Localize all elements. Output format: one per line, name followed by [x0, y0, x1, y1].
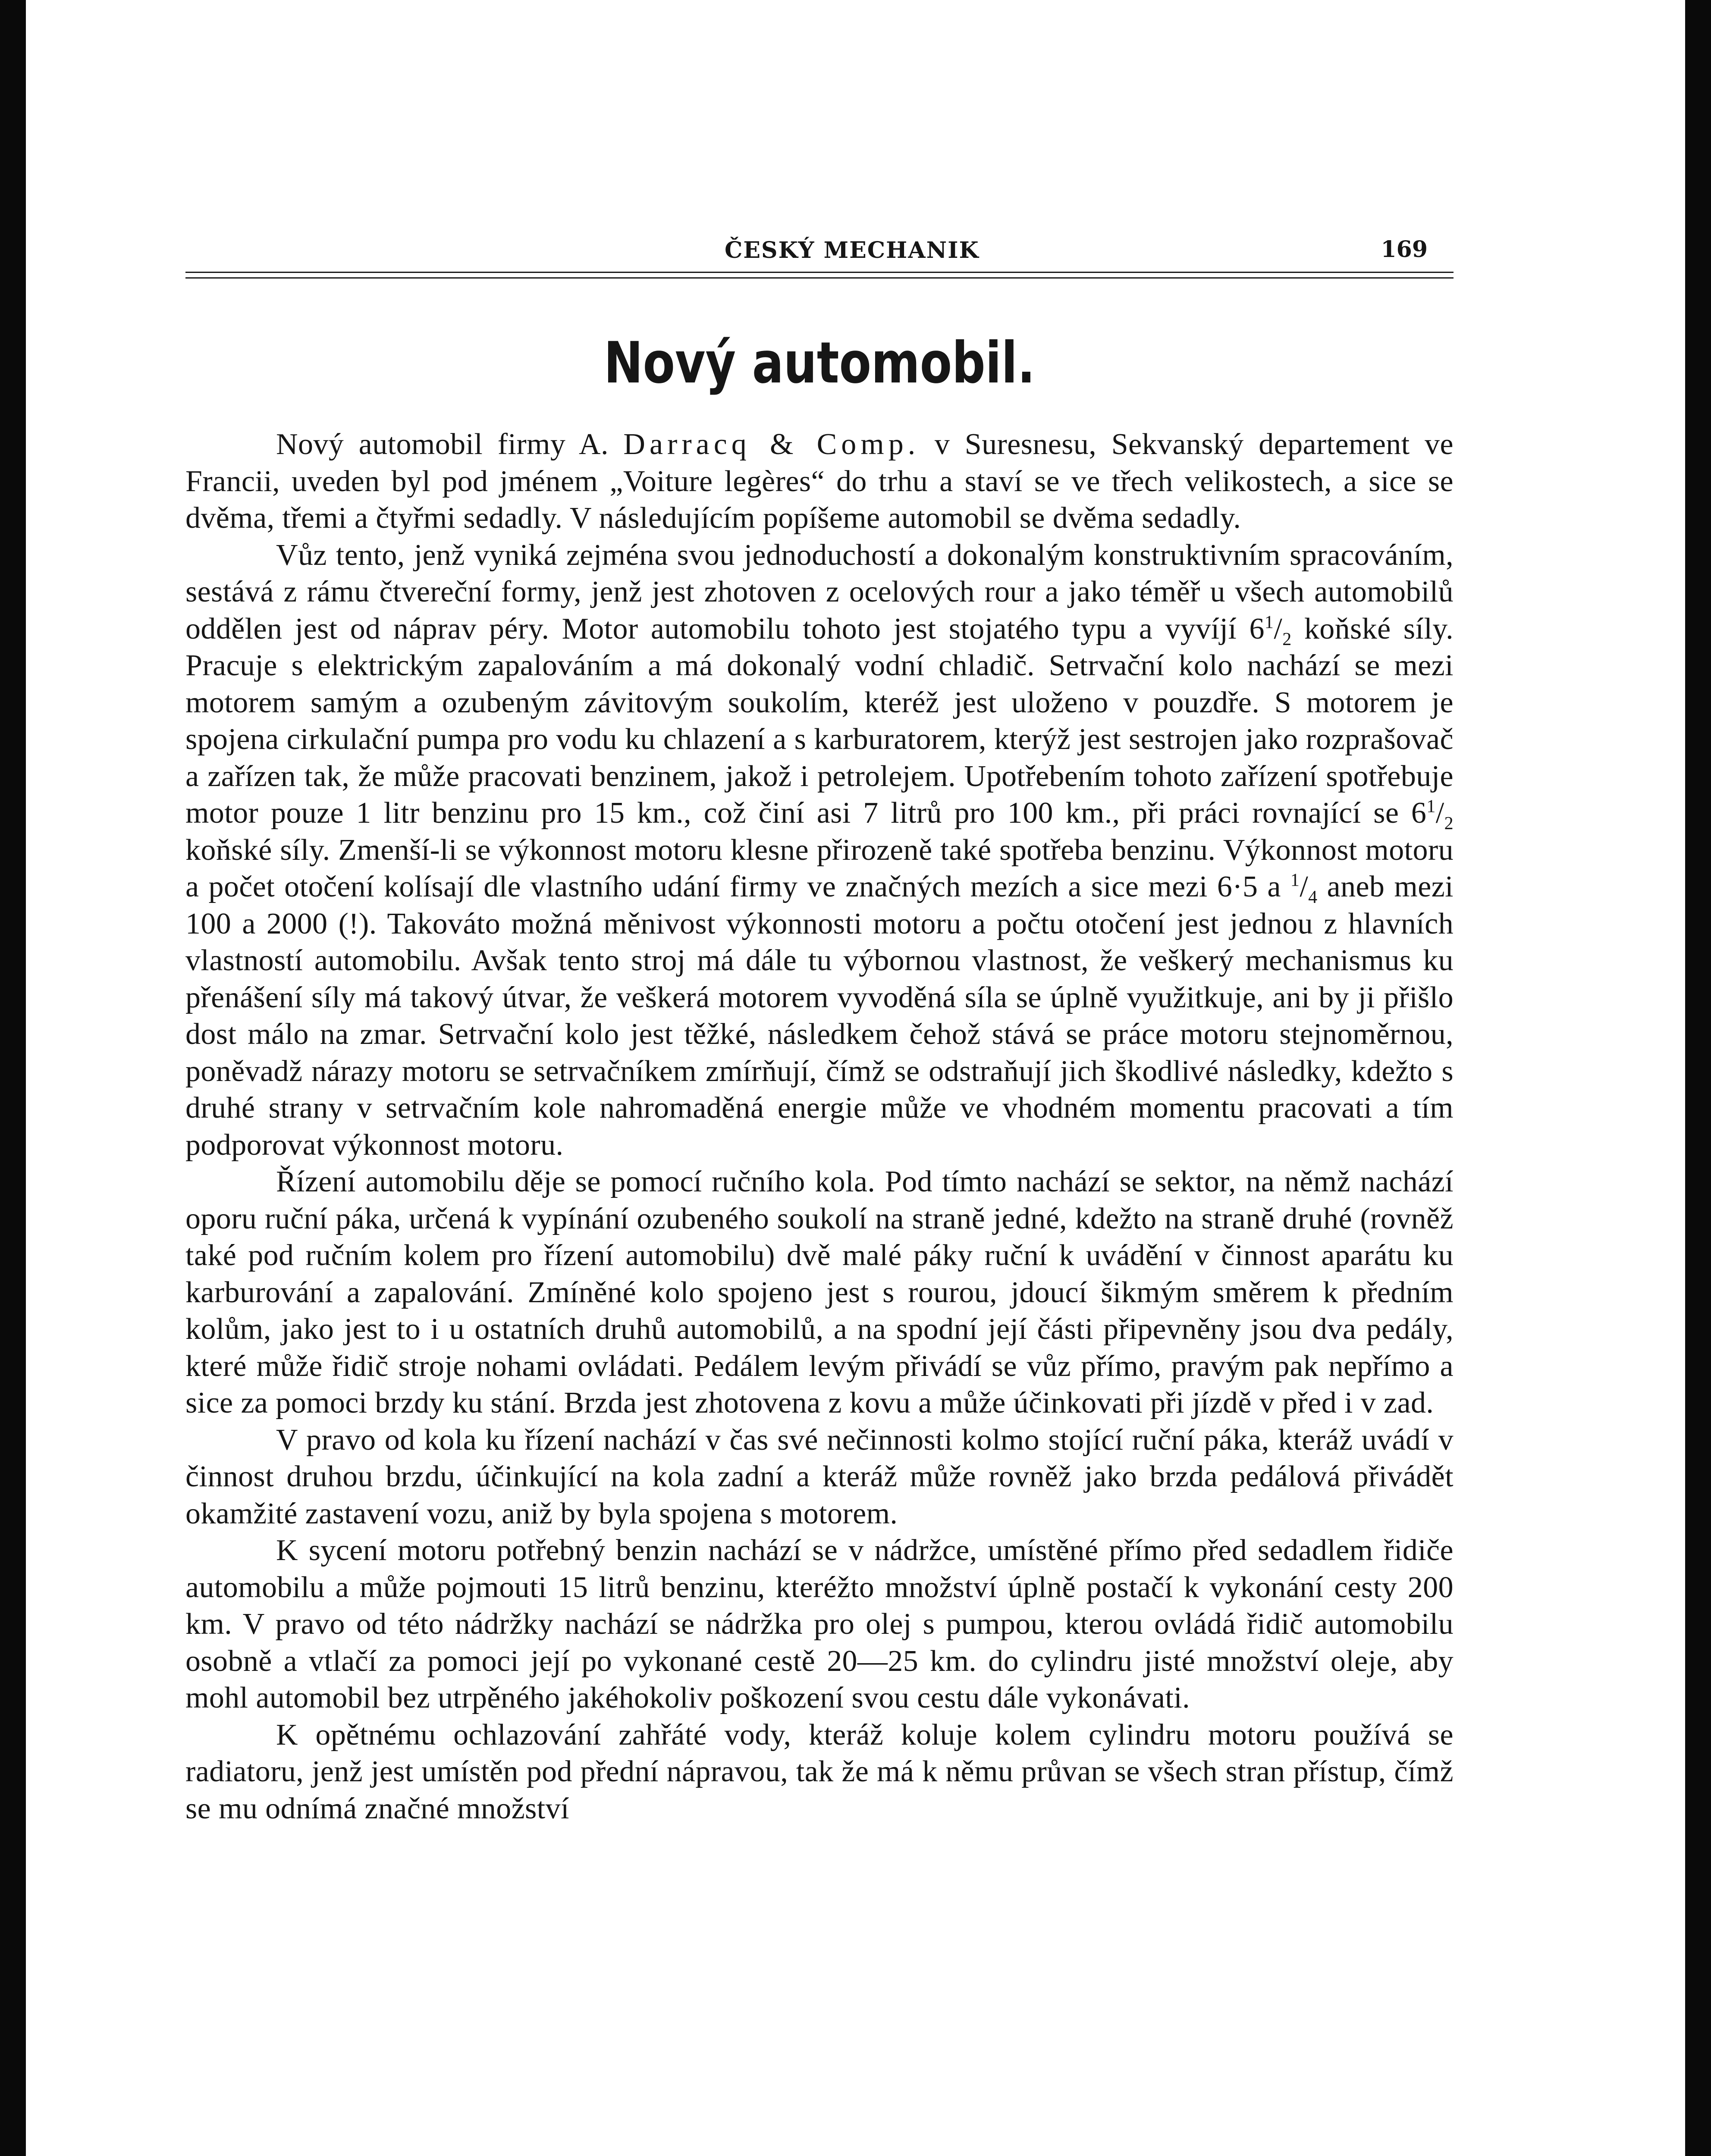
page-number: 169 [1381, 236, 1428, 263]
paragraph-3: Řízení automobilu děje se pomocí ručního kola. Pod tímto nachází se sektor, na němž nachází oporu ruční páka, určená k vypínání ozubeného soukolí na straně jedné, kdežto na straně druhé (rovněž také pod ručním kolem pro řízení automobilu) dvě malé páky ruční k uvádění v činnost aparátu ku karburování a zapalování. Zmíněné kolo spojeno jest s rourou, jdoucí šikmým směrem k předním kolům, jako jest to i u ostatních druhů automobilů, a na spodní její části připevněny jsou dva pedály, které může řidič stroje nohami ovládati. Pedálem levým přivádí se vůz přímo, pravým pak nepřímo a sice za pomoci brzdy ku stání. Brzda jest zhotovena z kovu a může účinkovati při jízdě v před i v zad. [185, 1165, 1454, 1420]
fraction-denominator: 2 [1444, 814, 1454, 834]
paragraph-6: K opětnému ochlazování zahřáté vody, kteráž koluje kolem cylindru motoru používá se radiatoru, jenž jest umístěn pod přední nápravou, tak že má k němu průvan se všech stran přístup, čímž se mu odnímá značné množství [185, 1718, 1454, 1825]
paragraph-1-text-a: Nový automobil firmy A. [276, 428, 609, 461]
article-title: Nový automobil. [604, 330, 1035, 396]
paragraph-4: V pravo od kola ku řízení nachází v čas své nečinnosti kolmo stojící ruční páka, kteráž uvádí v činnost druhou brzdu, účinkující na kola zadní a kteráž může rovněž jako brzda pedálová přivádět okamžité zastavení vozu, aniž by byla spojena s motorem. [185, 1423, 1454, 1530]
fraction-numerator: 1 [1264, 612, 1274, 633]
journal-title: ČESKÝ MECHANIK [725, 237, 980, 263]
paragraph-2-text-d: aneb mezi 100 a 2000 (!). Takováto možná měnivost výkonnosti motoru a počtu otočení jest jednou z hlavních vlastností automobilu. Avšak tento stroj má dále tu výbornou vlastnost, že veškerý mechanismus ku přenášení síly má takový útvar, že veškerá motorem vyvoděná síla se úplně využitkuje, ani by ji přišlo dost málo na zmar. Setrvační kolo jest těžké, následkem čehož stává se práce motoru stejnoměrnou, poněvadž nárazy motoru se setrvačníkem zmírňují, čímž se odstraňují jich škodlivé následky, kdežto s druhé strany v setrvačním kole nahromaděná energie může ve vhodném momentu pracovati a tím podporovat výkonnost motoru. [185, 870, 1454, 1162]
paragraph-2-text-a: Vůz tento, jenž vyniká zejména svou jednoduchostí a dokonalým konstruktivním spracováním, sestává z rámu čtvereční formy, jenž jest zhotoven z ocelových rour a jako téměř u všech automobilů oddělen jest od náprav péry. Motor automobilu tohoto jest stojatého typu a vyvíjí 6 [185, 538, 1454, 646]
company-name: Darracq & Comp. [623, 428, 920, 461]
fraction-denominator: 2 [1282, 629, 1292, 649]
paragraph-2: Vůz tento, jenž vyniká zejména svou jednoduchostí a dokonalým konstruktivním spracováním, sestává z rámu čtvereční formy, jenž jest zhotoven z ocelových rour a jako téměř u všech automobilů oddělen jest od náprav péry. Motor automobilu tohoto jest stojatého typu a vyvíjí $6^1/_2$ koňské síly. Pracuje s elektrickým zapalováním a má dokonalý vodní chladič. Setrvační kolo nachází se mezi motorem samým a ozubeným závitovým soukolím, kteréž jest uloženo v pouzdře. S motorem je spojena cirkulační pumpa pro vodu ku chlazení a s karburatorem, kterýž jest sestrojen jako rozprašovač a zařízen tak, že může pracovati benzinem, jakož i petrolejem. Upotřebením tohoto zařízení spotřebuje motor pouze 1 litr benzinu pro 15 km., což činí asi 7 litrů pro 100 km., při práci rovnající se $6^1/_2$ koňské síly. Zmenší-li se výkonnost motoru klesne přirozeně také spotřeba benzinu. Výkonnost motoru a počet otočení kolísají dle vlastního udání firmy ve značných mezích a sice mezi 6·5 a $^1/_4$ aneb mezi 100 a 2000 (!). Takováto možná měnivost výkonnosti motoru a počtu otočení jest jednou z hlavních vlastností automobilu. Avšak tento stroj má dále tu výbornou vlastnost, že veškerý mechanismus ku přenášení síly má takový útvar, že veškerá motorem vyvoděná síla se úplně využitkuje, ani by ji přišlo dost málo na zmar. Setrvační kolo jest těžké, následkem čehož stává se práce motoru stejnoměrnou, poněvadž nárazy motoru se setrvačníkem zmírňují, čímž se odstraňují jich škodlivé následky, kdežto s druhé strany v setrvačním kole nahromaděná energie může ve vhodném momentu pracovati a tím podporovat výkonnost motoru. [185, 538, 1454, 1162]
paragraph-2-text-c: koňské síly. Zmenší-li se výkonnost motoru klesne přirozeně také spotřeba benzinu. Výkonnost motoru a počet otočení kolísají dle vlastního udání firmy ve značných mezích a sice mezi 6·5 a [185, 833, 1454, 903]
fraction-denominator: 4 [1308, 887, 1318, 907]
paragraph-5: K sycení motoru potřebný benzin nachází se v nádržce, umístěné přímo před sedadlem řidiče automobilu a může pojmouti 15 litrů benzinu, kteréžto množství úplně postačí k vykonání cesty 200 km. V pravo od této nádržky nachází se nádržka pro olej s pumpou, kterou ovládá řidič automobilu osobně a vtlačí za pomoci její po vykonané cestě 20—25 km. do cylindru jisté množství oleje, aby mohl automobil bez utrpěného jakéhokoliv poškození svou cestu dále vykonávati. [185, 1534, 1454, 1714]
paragraph-1 [185, 426, 1454, 537]
article-body [185, 426, 1454, 1827]
header-double-rule [185, 272, 1454, 279]
page [185, 224, 1454, 1827]
fraction-numerator: 1 [1290, 870, 1300, 890]
running-head [185, 224, 1454, 272]
fraction-numerator: 1 [1426, 796, 1436, 817]
scan-right-edge [1685, 0, 1711, 2156]
paragraph-1-text-b: v Suresnesu, Sekvanský departement ve Francii, uveden byl pod jménem „Voiture legères“ do trhu a staví se ve třech velikostech, a sice se dvěma, třemi a čtyřmi sedadly. V následujícím popíšeme automobil se dvěma sedadly. [185, 428, 1454, 535]
paragraph-2-text-b: koňské síly. Pracuje s elektrickým zapalováním a má dokonalý vodní chladič. Setrvační kolo nachází se mezi motorem samým a ozubeným závitovým soukolím, kteréž jest uloženo v pouzdře. S motorem je spojena cirkulační pumpa pro vodu ku chlazení a s karburatorem, kterýž jest sestrojen jako rozprašovač a zařízen tak, že může pracovati benzinem, jakož i petrolejem. Upotřebením tohoto zařízení spotřebuje motor pouze 1 litr benzinu pro 15 km., což činí asi 7 litrů pro 100 km., při práci rovnající se 6 [185, 612, 1454, 830]
scan-left-edge [0, 0, 26, 2156]
